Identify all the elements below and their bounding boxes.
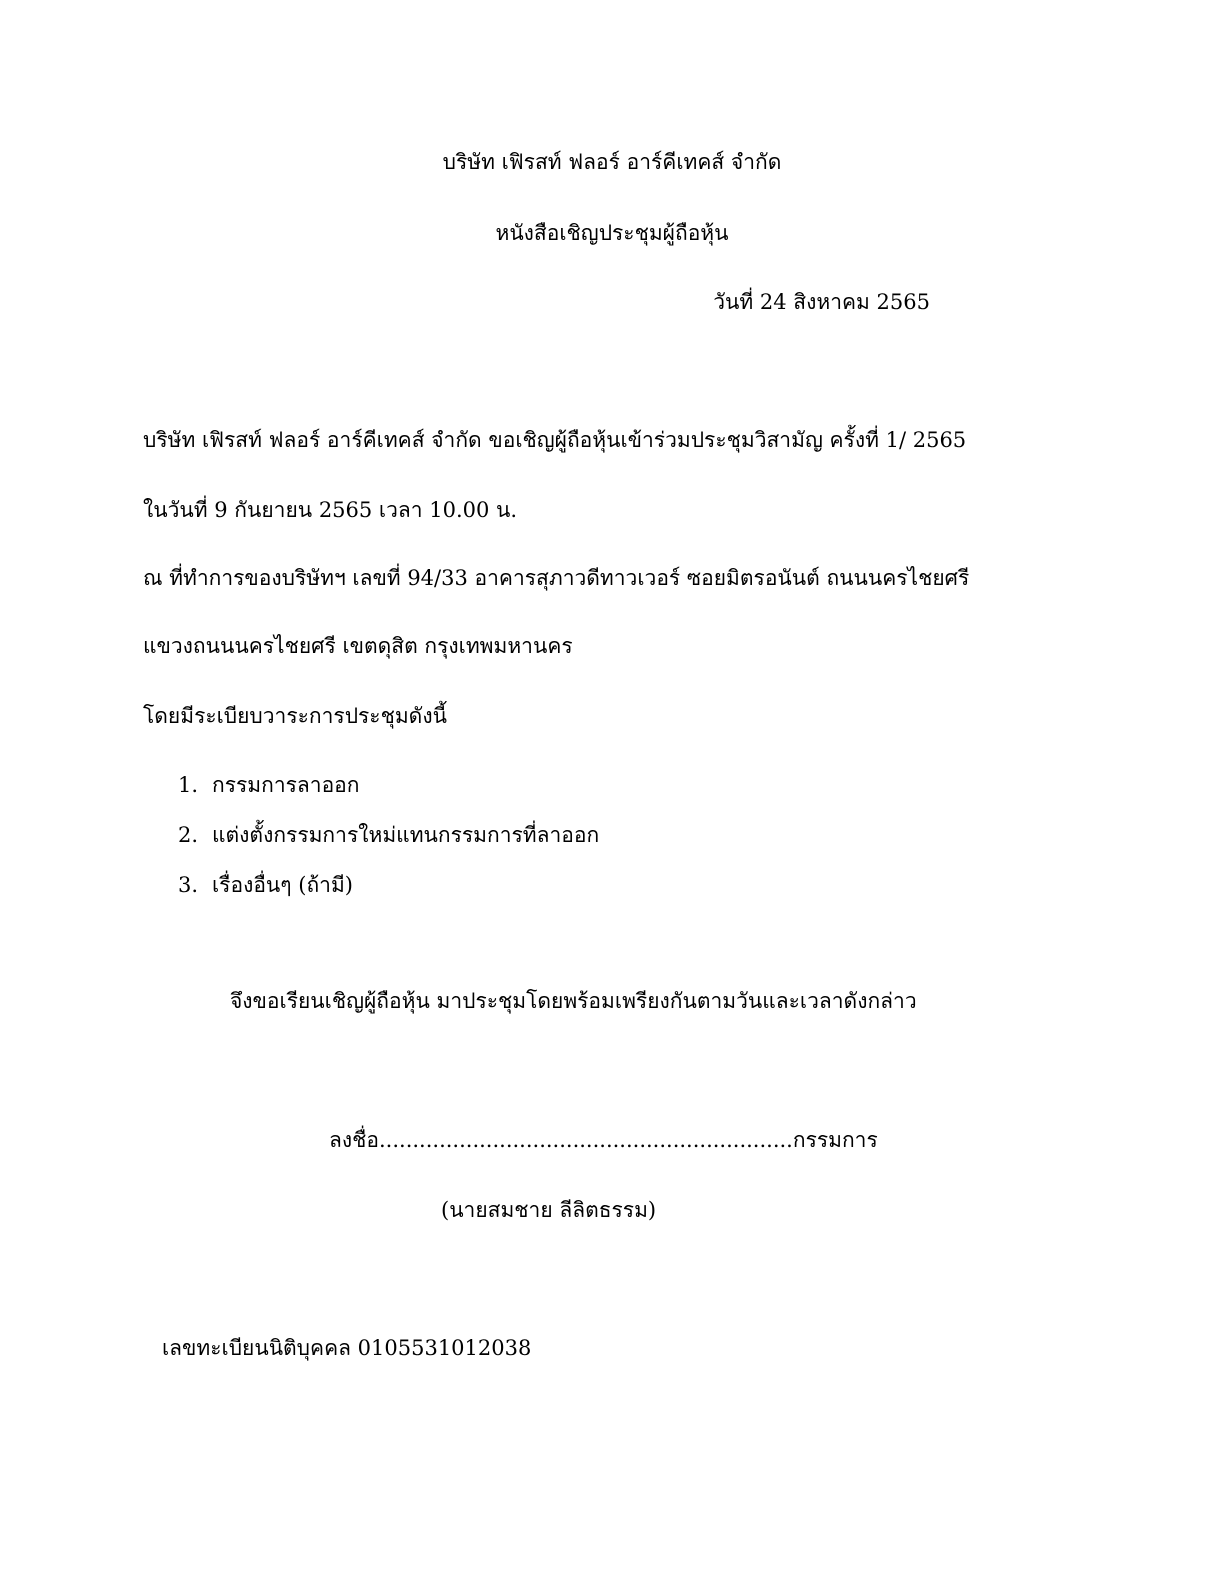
document-date: วันที่ 24 สิงหาคม 2565 (713, 290, 930, 314)
registration-number: เลขทะเบียนนิติบุคคล 0105531012038 (162, 1336, 532, 1360)
meeting-datetime: ในวันที่ 9 กันยายน 2565 เวลา 10.00 น. (143, 498, 518, 522)
agenda-item (178, 875, 353, 896)
agenda-item-text: เรื่องอื่นๆ (ถ้ามี) (212, 873, 353, 897)
agenda-item-number: 1. (178, 773, 199, 797)
meeting-location-line-2: แขวงถนนนครไชยศรี เขตดุสิต กรุงเทพมหานคร (143, 634, 573, 658)
agenda-item (178, 775, 360, 796)
closing-invitation: จึงขอเรียนเชิญผู้ถือหุ้น มาประชุมโดยพร้อมเพรียงกันตามวันและเวลาดังกล่าว (230, 989, 917, 1013)
agenda-item-text: แต่งตั้งกรรมการใหม่แทนกรรมการที่ลาออก (212, 823, 600, 847)
agenda-intro: โดยมีระเบียบวาระการประชุมดังนี้ (143, 704, 447, 728)
agenda-item-text: กรรมการลาออก (212, 773, 360, 797)
company-name: บริษัท เฟิรสท์ ฟลอร์ อาร์คีเทคส์ จำกัด (442, 150, 782, 174)
agenda-item (178, 825, 599, 846)
signer-name: (นายสมชาย ลีลิตธรรม) (441, 1198, 657, 1222)
signature-line: ลงชื่อ..............................................................กรรมการ (329, 1128, 878, 1152)
agenda-item-number: 3. (178, 873, 199, 897)
invitation-line-1: บริษัท เฟิรสท์ ฟลอร์ อาร์คีเทคส์ จำกัด ขอเชิญผู้ถือหุ้นเข้าร่วมประชุมวิสามัญ ครั้งที่ 1/ 2565 (143, 428, 967, 452)
agenda-item-number: 2. (178, 823, 199, 847)
meeting-location-line-1: ณ ที่ทำการของบริษัทฯ เลขที่ 94/33 อาคารสุภาวดีทาวเวอร์ ซอยมิตรอนันต์ ถนนนครไชยศรี (143, 566, 970, 590)
document-title: หนังสือเชิญประชุมผู้ถือหุ้น (495, 221, 729, 245)
